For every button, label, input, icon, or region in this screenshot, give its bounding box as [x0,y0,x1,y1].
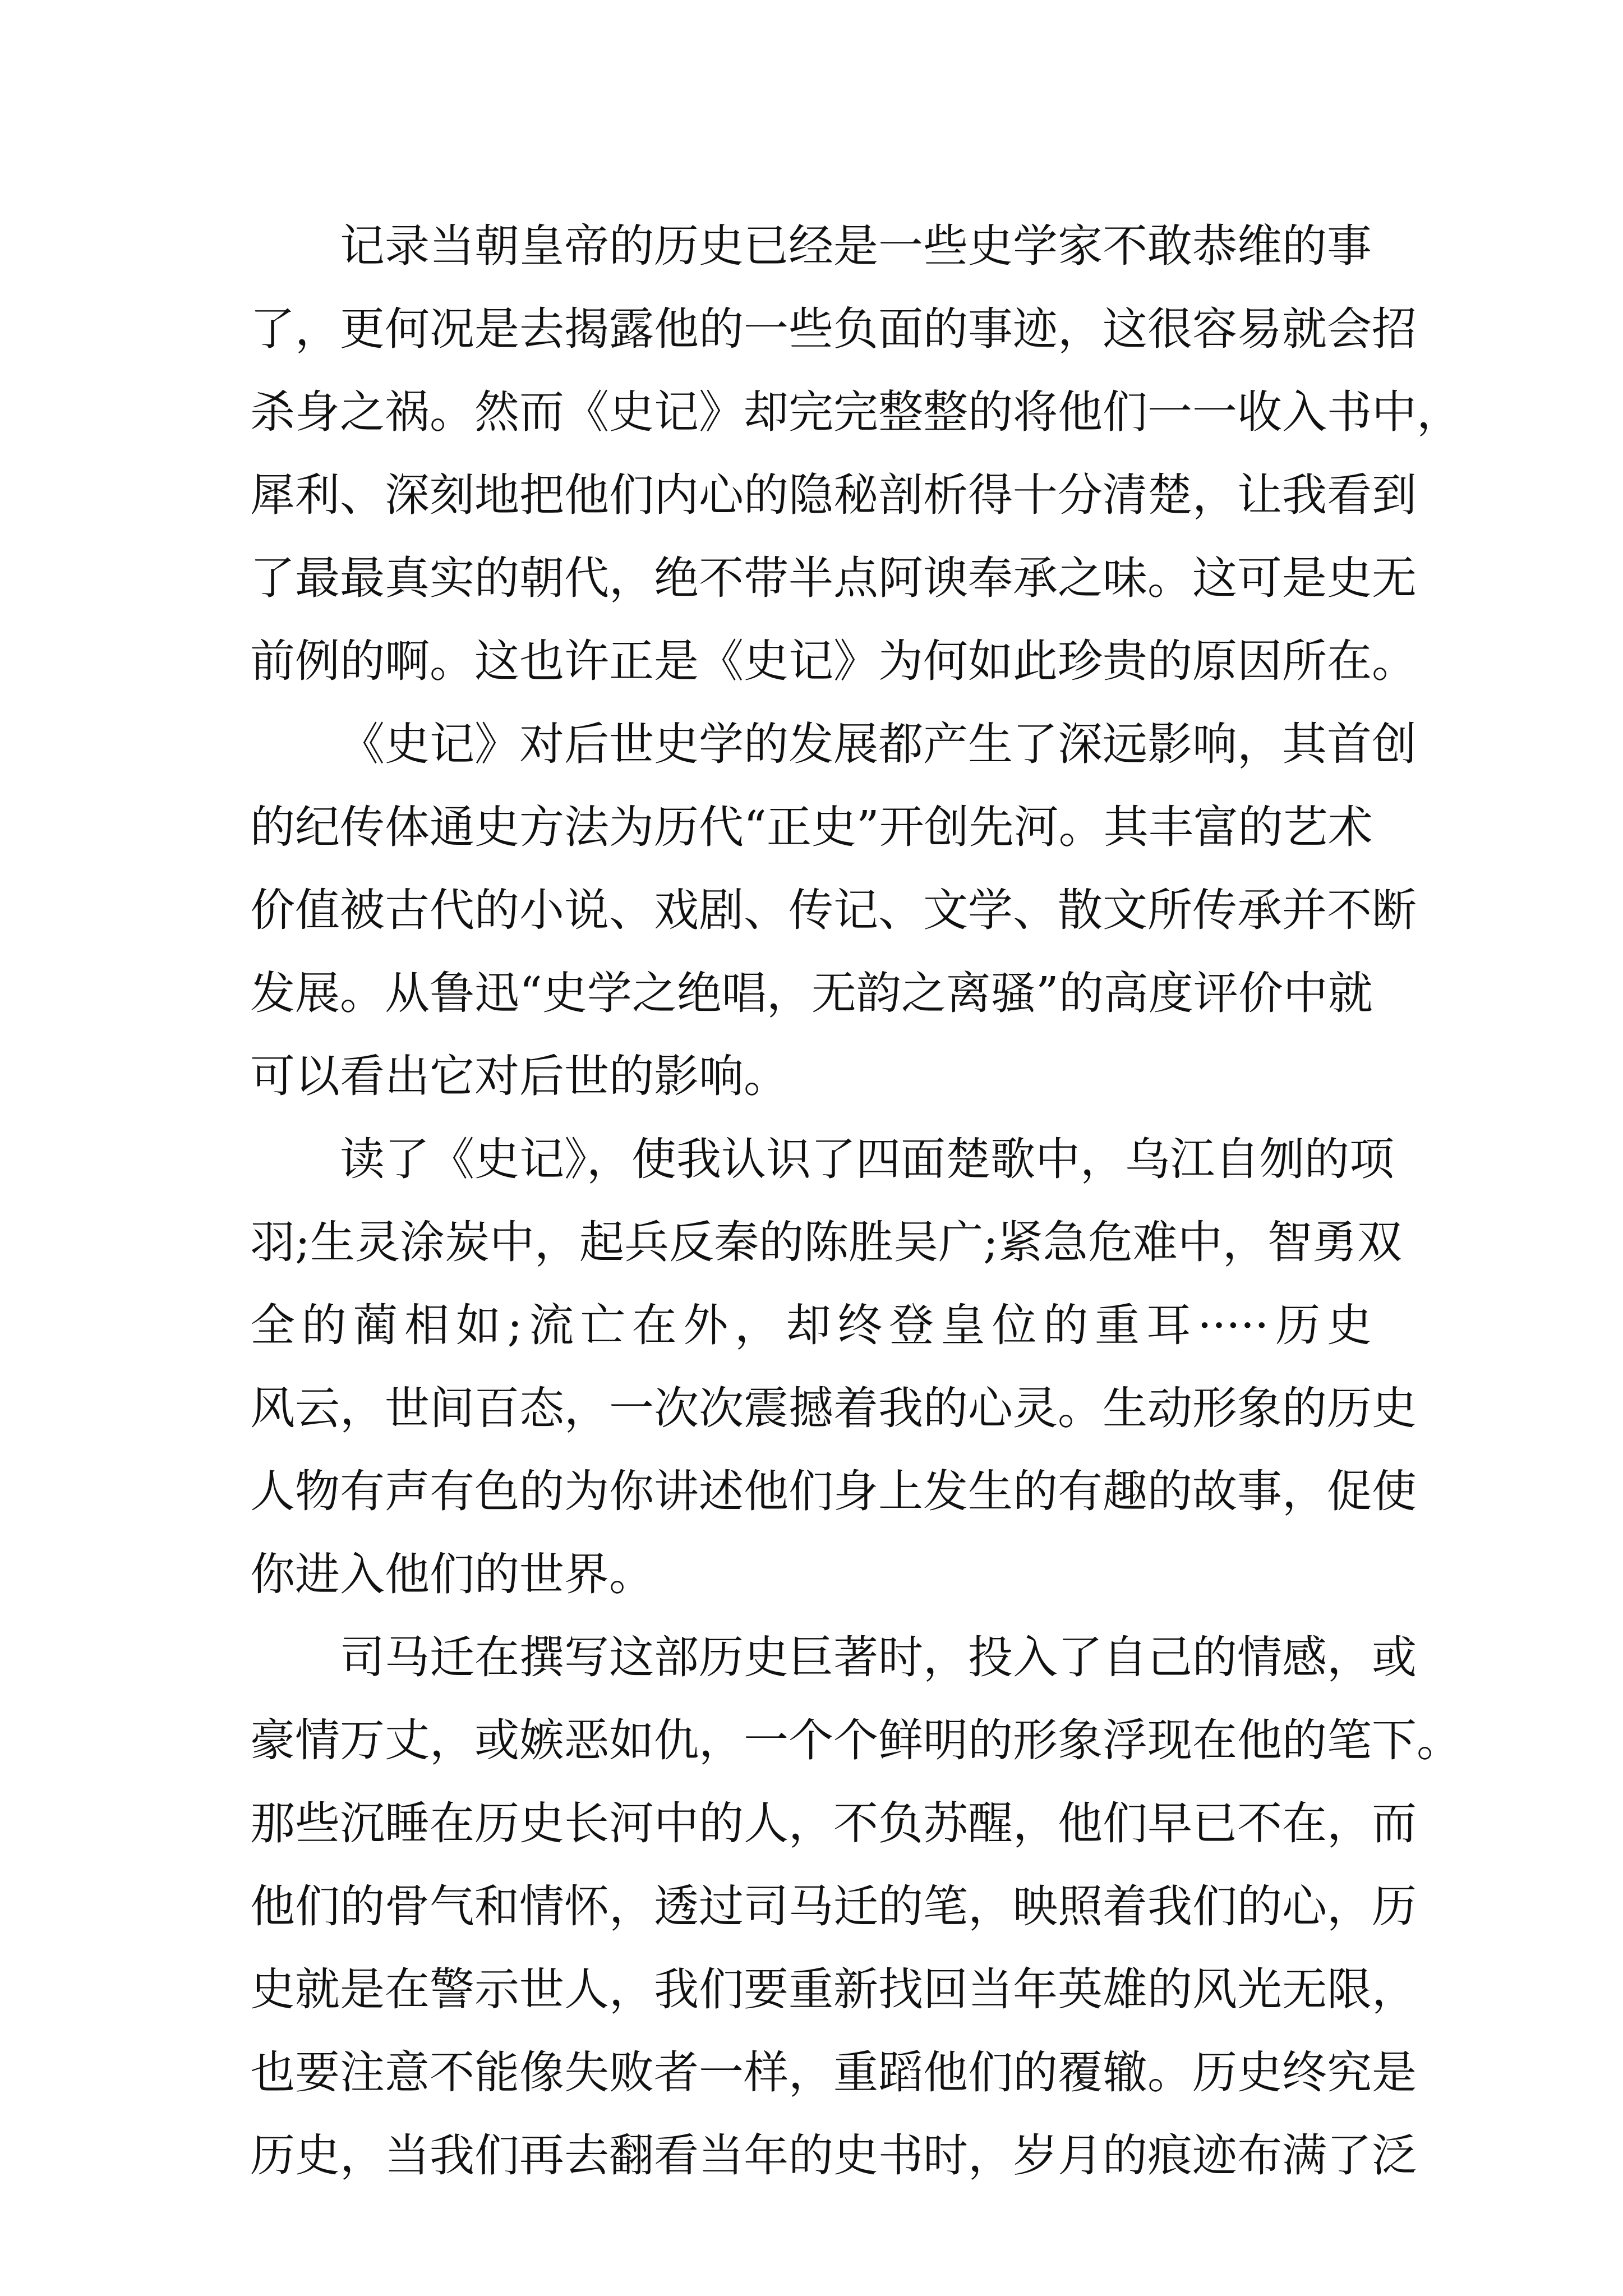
text-line: 《史记》对后世史学的发展都产生了深远影响，其首创 [340,718,1417,770]
text-line: 发展。从鲁迅“史学之绝唱，无韵之离骚”的高度评价中就 [250,967,1373,1019]
text-line: 价值被古代的小说、戏剧、传记、文学、散文所传承并不断 [250,884,1417,936]
text-line: 你进入他们的世界。 [250,1548,654,1600]
text-line: 那些沉睡在历史长河中的人，不负苏醒，他们早已不在，而 [250,1797,1417,1849]
document-body [250,205,1461,2197]
text-line: 司马迁在撰写这部历史巨著时，投入了自己的情感，或 [340,1631,1417,1683]
text-line: 也要注意不能像失败者一样，重蹈他们的覆辙。历史终究是 [250,2046,1417,2099]
text-line: 人物有声有色的为你讲述他们身上发生的有趣的故事，促使 [250,1465,1417,1517]
text-line: 历史，当我们再去翻看当年的史书时，岁月的痕迹布满了泛 [250,2129,1417,2182]
paragraph-1 [250,205,1461,703]
text-line: 杀身之祸。然而《史记》却完完整整的将他们一一收入书中， [250,386,1461,438]
text-line: 史就是在警示世人，我们要重新找回当年英雄的风光无限， [250,1963,1417,2016]
paragraph-2 [250,703,1417,1118]
text-line: 他们的骨气和情怀，透过司马迁的笔，映照着我们的心，历 [250,1880,1417,1932]
paragraph-4 [250,1616,1461,2197]
text-line: 读了《史记》，使我认识了四面楚歌中，乌江自刎的项 [340,1133,1394,1185]
text-line: 全的蔺相如;流亡在外，却终登皇位的重耳·····历史 [250,1299,1372,1351]
text-line: 豪情万丈，或嫉恶如仇，一个个鲜明的形象浮现在他的笔下。 [250,1714,1461,1766]
text-line: 的纪传体通史方法为历代“正史”开创先河。其丰富的艺术 [250,801,1373,853]
text-line: 可以看出它对后世的影响。 [250,1050,789,1102]
text-line: 记录当朝皇帝的历史已经是一些史学家不敢恭维的事 [340,220,1372,272]
text-line: 了最最真实的朝代，绝不带半点阿谀奉承之味。这可是史无 [250,552,1417,604]
text-line: 风云，世间百态，一次次震撼着我的心灵。生动形象的历史 [250,1382,1417,1434]
text-line: 前例的啊。这也许正是《史记》为何如此珍贵的原因所在。 [250,635,1417,687]
paragraph-3 [250,1118,1417,1616]
text-line: 羽;生灵涂炭中，起兵反秦的陈胜吴广;紧急危难中，智勇双 [250,1216,1402,1268]
text-line: 了，更何况是去揭露他的一些负面的事迹，这很容易就会招 [250,303,1417,355]
text-line: 犀利、深刻地把他们内心的隐秘剖析得十分清楚，让我看到 [250,469,1417,521]
